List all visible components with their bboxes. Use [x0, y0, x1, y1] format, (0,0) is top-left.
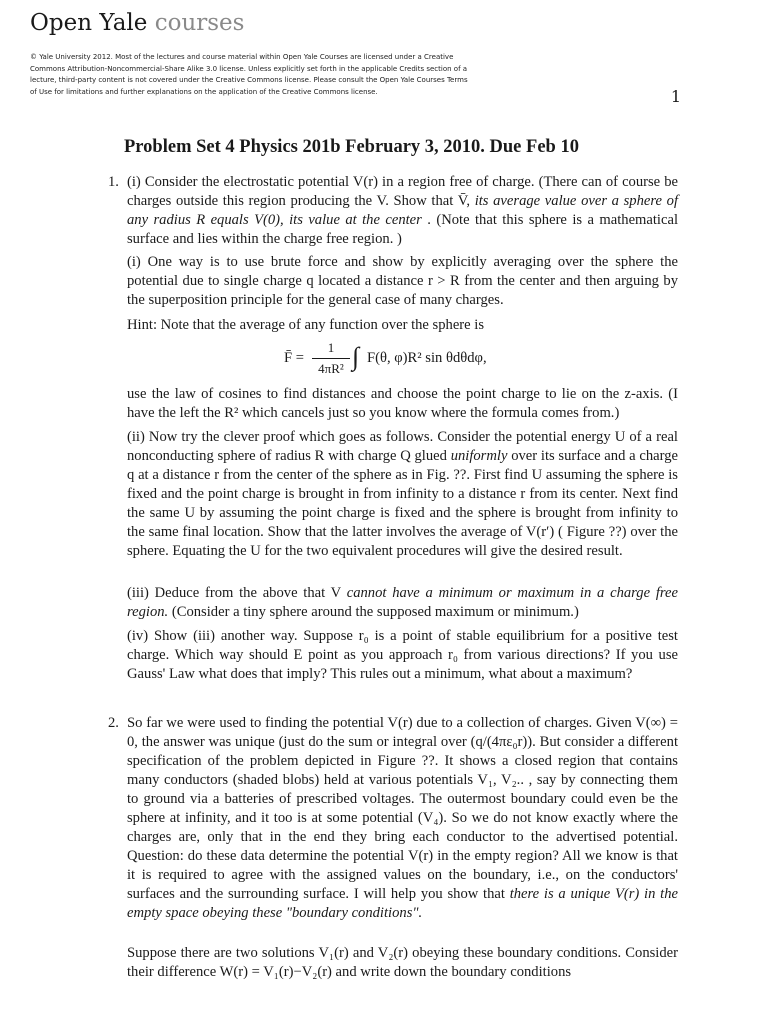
p2-a: So far we were used to finding the potential V(r) due to a collection of charges. Given V(∞) = 0, the answer was unique (just do the sum or integral over (q/(4πε₀r)). But consider a different specification of the problem depicted in Figure ??. It shows a closed region that contains many conductors (shaded blobs) held at various potentials V₁, V₂.. , say by connecting them to ground via a batteries of prescribed voltages. The outermost boundary could even be the sphere at infinity, and it too is at some potential (V₄). So we do not know exactly where the charges are, only that in the end they bring each conductor to the advertised potential. Question: do these data determine the potential V(r) in the empty region? All we know is that it is required to agree with the assigned values on the boundary, i.e., on the conductors' surfaces and the surrounding surface. I will help you show that — [127, 715, 678, 902]
average-formula — [284, 340, 544, 380]
page-number: 1 — [670, 87, 681, 106]
license-notice: © Yale University 2012. Most of the lectures and course material within Open Yale Courses are licensed under a Creative Commons Attribution-Noncommercial-Share Alike 3.0 license. Unless explicitly set forth in the applicable Credits section of a lecture, third-party content is not covered under the Creative Commons license. Please consult the Open Yale Courses Terms of Use for limitations and further explanations on the application of the Creative Commons license. — [30, 53, 468, 96]
formula-fraction — [312, 340, 350, 377]
problem-1-part-i-method: (i) One way is to use brute force and show by explicitly averaging over the sphere the potential due to single charge q located a distance r > R from the center and then arguing by the superposition principle for the general case of many charges. — [127, 254, 678, 308]
p2-italic: there is a unique V(r) in the empty space obeying these "boundary conditions". — [127, 886, 678, 921]
formula-lhs: F̄ = — [284, 350, 304, 366]
problem-1-number: 1. — [108, 174, 119, 190]
site-header — [30, 8, 730, 38]
logo-courses: courses — [154, 10, 245, 36]
logo-open-yale: Open Yale — [30, 10, 148, 36]
formula-numerator: 1 — [327, 340, 335, 355]
page-title: Problem Set 4 Physics 201b February 3, 2010. Due Feb 10 — [124, 137, 579, 157]
problem-2-number: 2. — [108, 715, 119, 731]
problem-1-after-formula: use the law of cosines to find distances and choose the point charge to lie on the z-axis. (I have the left the R² which cancels just so you know where the formula comes from.) — [127, 386, 678, 421]
problem-1-part-ii — [127, 428, 678, 561]
problem-1-part-iv: (iv) Show (iii) another way. Suppose r₀ is a point of stable equilibrium for a positive test charge. Which way should E point as you approach r₀ from various directions? If you use Gauss' Law what does that imply? This rules out a minimum, what about a maximum? — [127, 628, 678, 682]
problem-1-part-iii — [127, 584, 678, 622]
p1-i-intro-b: . (Note that this sphere is a mathematical surface and lies within the charge free region. ) — [127, 212, 679, 247]
problem-1-part-i-intro — [127, 173, 678, 249]
p1-iii-a: (iii) Deduce from the above that V — [127, 585, 347, 601]
p1-ii-a: (ii) Now try the clever proof which goes as follows. Consider the potential energy U of a real nonconducting sphere of radius R with charge Q glued — [127, 429, 678, 464]
problem-2-continuation: Suppose there are two solutions V₁(r) and V₂(r) obeying these boundary conditions. Consider their difference W(r) = V₁(r)−V₂(r) and write down the boundary conditions — [127, 945, 678, 980]
formula-denominator: 4πR² — [318, 361, 344, 376]
fraction-bar — [312, 358, 350, 359]
p1-i-intro-italic: its average value over a sphere of any radius R equals V(0), its value at the center — [127, 193, 679, 228]
problem-2-paragraph — [127, 714, 678, 923]
problem-1-hint: Hint: Note that the average of any function over the sphere is — [127, 317, 485, 333]
integral-sign: ∫ — [352, 342, 360, 371]
formula-rhs: F(θ, φ)R² sin θdθdφ, — [367, 350, 487, 366]
p1-iii-b: (Consider a tiny sphere around the supposed maximum or minimum.) — [168, 604, 579, 620]
open-yale-logo[interactable] — [30, 8, 730, 38]
p1-ii-italic: uniformly — [450, 448, 508, 464]
p1-iii-italic: cannot have a minimum or maximum in a charge free region. — [127, 585, 678, 620]
p1-ii-b: over its surface and a charge q at a distance r from the center of the sphere as in Fig. ??. First find U assuming the sphere is fixed and the point charge is brought in from infinity to a distance r from its center. Next find the same U by assuming the point charge is fixed and the sphere is brought from infinity to the same final location. Show that the latter involves the average of V(r′) ( Figure ??) over the sphere. Equating the U for the two equivalent procedures will give the desired result. — [127, 448, 678, 559]
p1-i-intro-a: (i) Consider the electrostatic potential V(r) in a region free of charge. (There can of course be charges outside this region producing the V. Show that V̄, — [127, 174, 678, 209]
